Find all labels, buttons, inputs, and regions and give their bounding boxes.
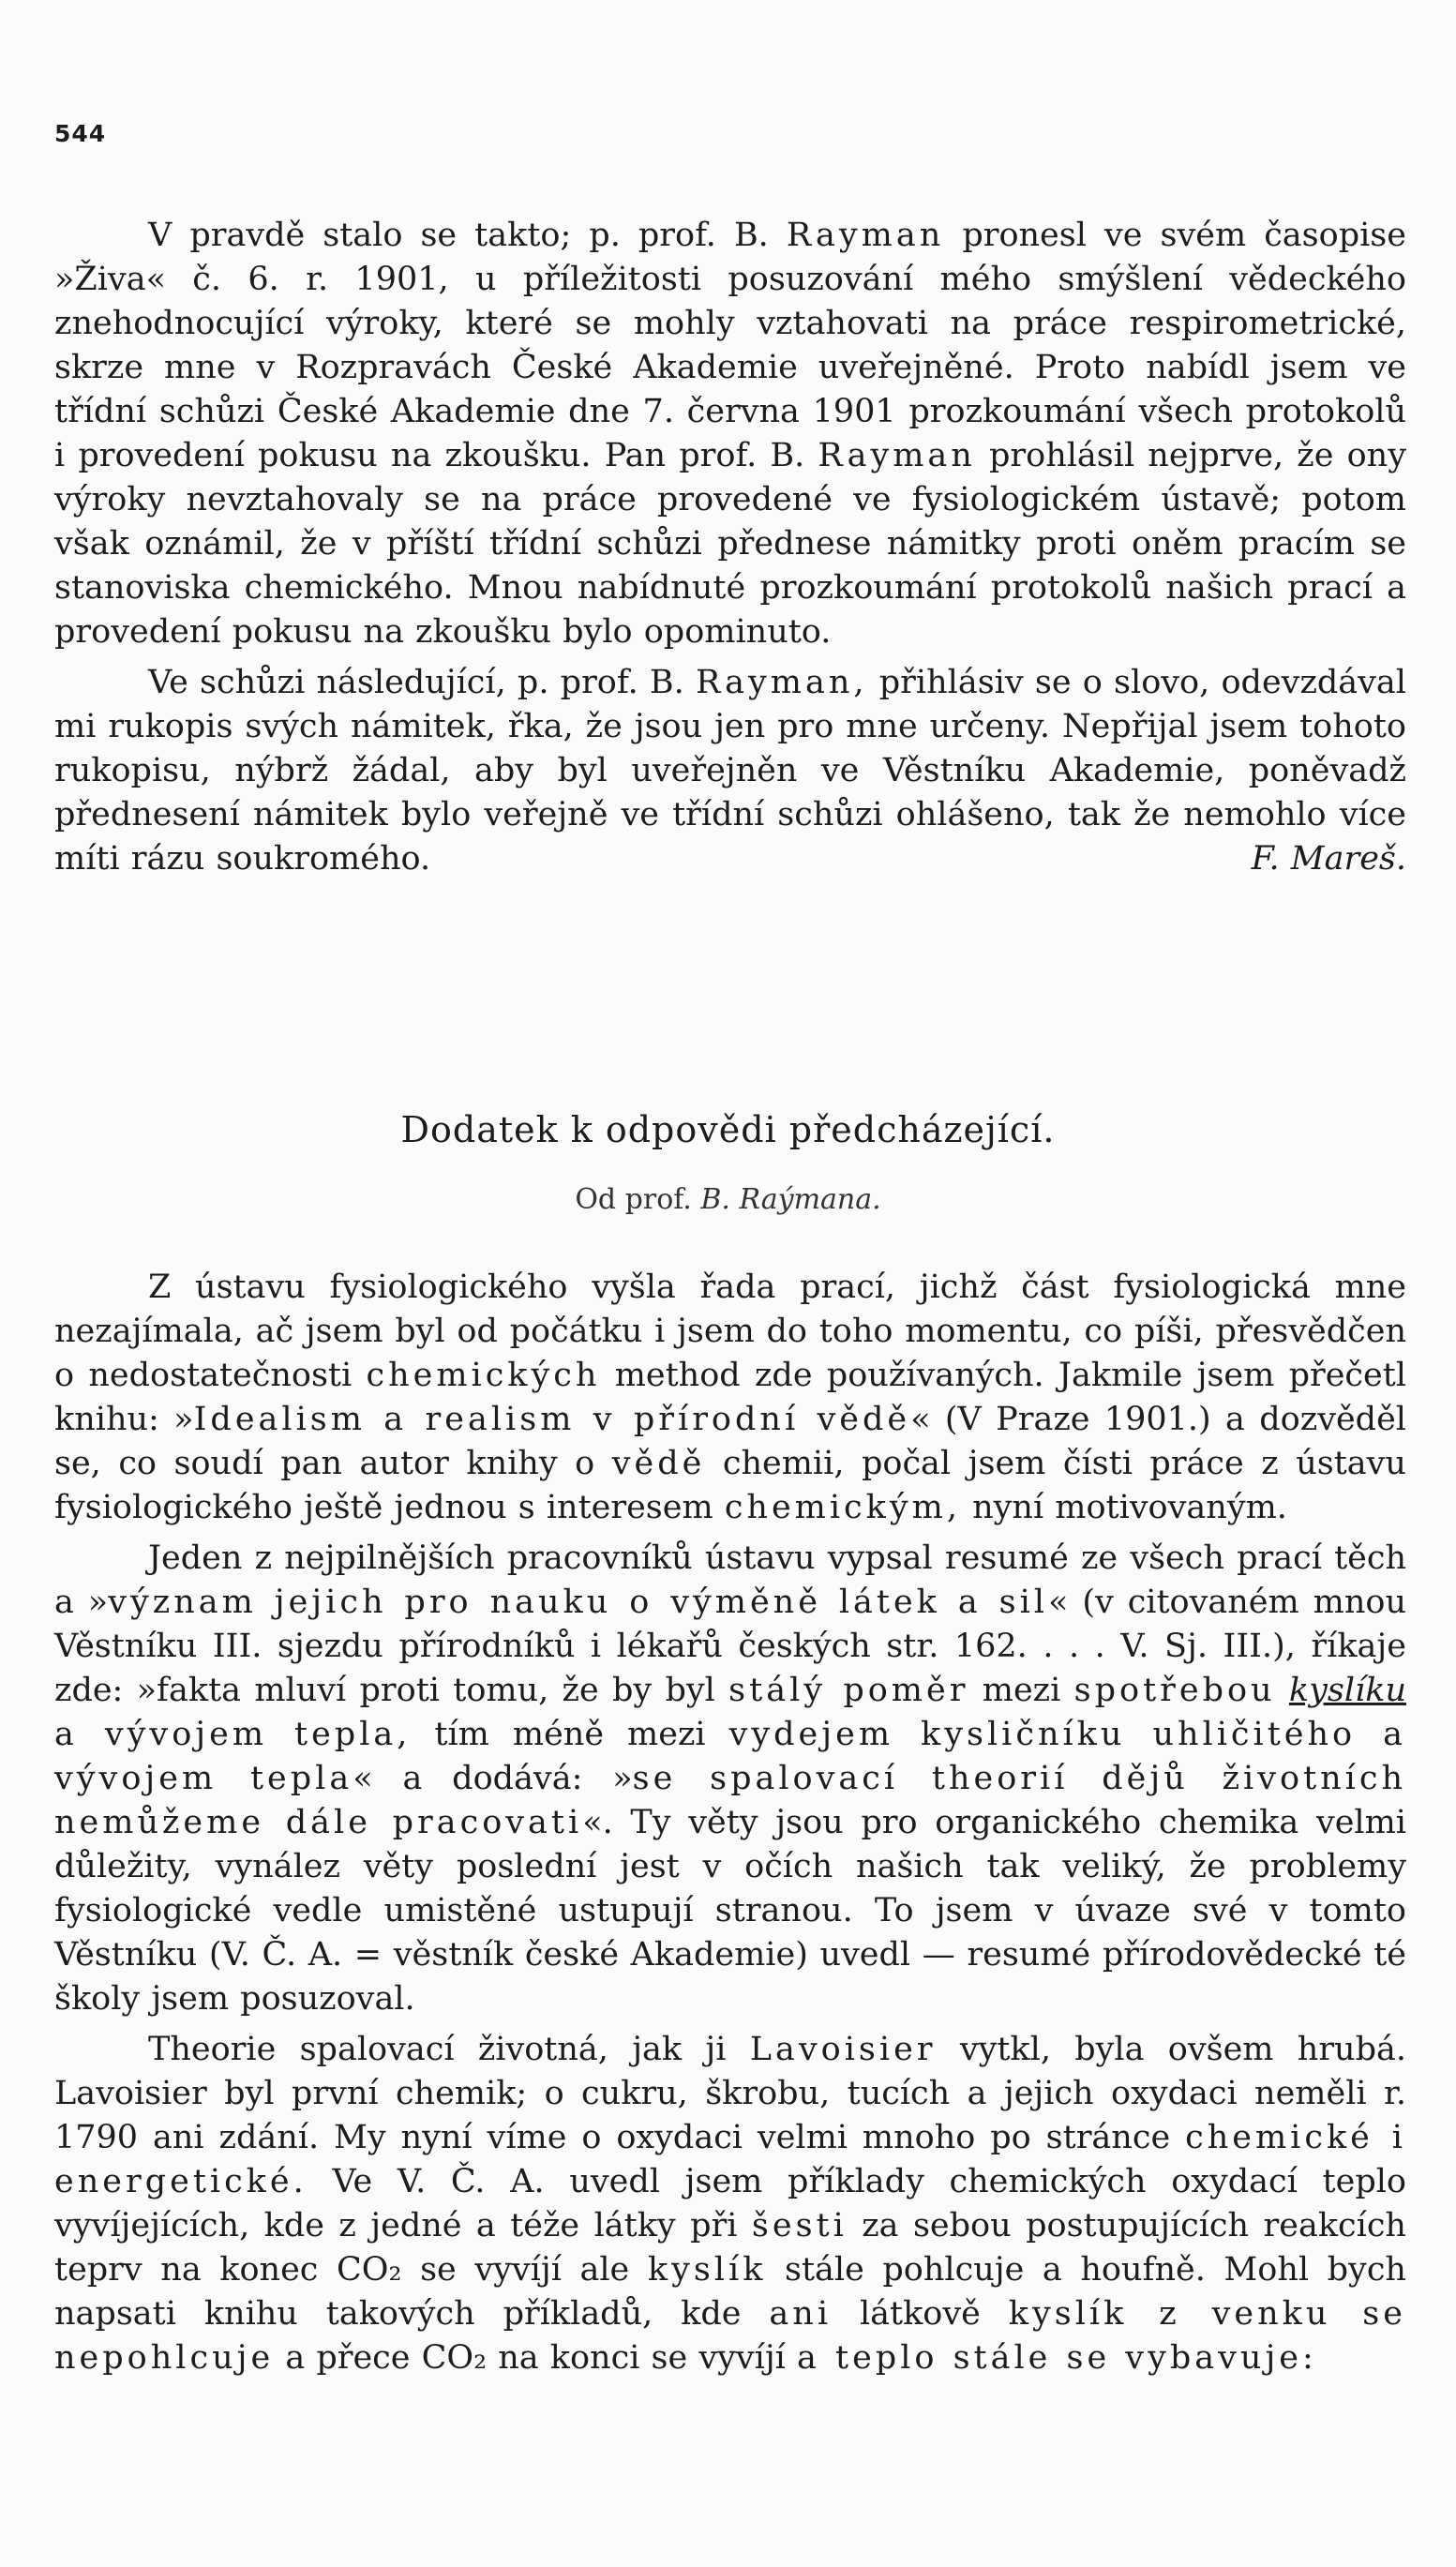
signature: F. Mareš. [1251, 840, 1406, 878]
spaced-text: chemickým, [724, 1489, 961, 1526]
text: « (V Praze 1901.) a dozvěděl se, co soudí pan autor knihy o [54, 1401, 1406, 1482]
text: Theorie spalovací životná, jak ji [148, 2031, 727, 2068]
paragraph [54, 1537, 1406, 2021]
text: mezi [982, 1672, 1061, 1709]
text: prohlásil nejprve, že ony výroky nevztahovaly se na práce provedené ve fysiologickém ústavě; potom však oznámil, že v příští třídní schůzi přednese námitky proti oněm pracím se stanoviska chemického. Mnou nabídnuté prozkoumání protokolů našich prací a provedení pokusu na zkoušku bylo opominuto. [54, 437, 1406, 651]
text: stále pohlcuje a houfně. Mohl bych napsati knihu takových příkladů, kde [54, 2251, 1406, 2333]
paragraph [54, 661, 1406, 881]
text: Jeden z nejpilnějších pracovníků ústavu vypsal resumé ze všech prací těch a » [54, 1539, 1406, 1621]
text: za sebou postupujících reakcích teprv na konec CO₂ se vyvíjí ale [54, 2207, 1406, 2289]
text: vytkl, byla ovšem hrubá. Lavoisier byl první chemik; o cukru, škrobu, tucích a jejich oxydaci neměli r. 1790 ani zdání. My nyní víme o oxydaci velmi mnoho po stránce [54, 2031, 1406, 2156]
italic-text: kyslíku [1288, 1672, 1406, 1709]
spaced-name: Rayman [818, 437, 976, 474]
spaced-text: Idealism a realism v přírodní vědě [193, 1401, 911, 1438]
text: « a dodává: » [353, 1760, 633, 1797]
spaced-name: Rayman [786, 217, 945, 254]
text: « (v citovaném mnou Věstníku III. sjezdu přírodníků i lékařů českých str. 162. . . . V. Sj. III.), říkaje zde: »fakta mluví proti tomu, že by byl [54, 1584, 1406, 1709]
text: Ve V. Č. A. uvedl jsem příklady chemických oxydací teplo vyvíjejících, kde z jedné a téže látky při [54, 2163, 1406, 2244]
spaced-text: stálý poměr [728, 1672, 969, 1709]
page-number: 544 [54, 120, 107, 147]
text: Ve schůzi následující, p. prof. B. [148, 664, 684, 701]
byline [0, 1183, 1456, 1216]
spaced-text: Lavoisier [749, 2031, 937, 2068]
text: látkově [859, 2295, 981, 2333]
reply-section [54, 214, 1406, 881]
paragraph [54, 2028, 1406, 2380]
spaced-text: a teplo stále se vybavuje: [797, 2339, 1317, 2377]
text: nyní motivovaným. [972, 1489, 1287, 1526]
paragraph [54, 1266, 1406, 1530]
spaced-text: vydejem kysličníku uhličitého a vývojem tepla [54, 1716, 1406, 1797]
spaced-text: a vývojem tepla, [54, 1716, 412, 1753]
spaced-text: ani [769, 2295, 833, 2333]
spaced-text: kyslík [647, 2251, 767, 2289]
paragraph [54, 214, 1406, 654]
spaced-name: Rayman, [696, 664, 868, 701]
text: přihlásiv se o slovo, odevzdával mi rukopis svých námitek, řka, že jsou jen pro mne určeny. Nepřijal jsem tohoto rukopisu, nýbrž žádal, aby byl uveřejněn ve Věstníku Akademie, poněvadž přednesení námitek bylo veřejně ve třídní schůzi ohlášeno, tak že nemohlo více míti rázu soukromého. [54, 664, 1406, 878]
text: Z ústavu fysiologického vyšla řada prací, jichž část fysiologická mne nezajímala, ač jsem byl od počátku i jsem do toho momentu, co píši, přesvědčen o nedostatečnosti [54, 1268, 1406, 1394]
spaced-text: chemických [366, 1357, 601, 1394]
byline-prefix: Od prof. [575, 1183, 692, 1216]
text: V pravdě stalo se takto; p. prof. B. [148, 217, 769, 254]
text: a přece CO₂ na konci se vyvíjí [285, 2339, 786, 2377]
spaced-text: kyslík z venku se nepohlcuje [54, 2295, 1406, 2377]
article-heading: Dodatek k odpovědi předcházející. [400, 1109, 1056, 1150]
spaced-text: chemické i energetické. [54, 2119, 1406, 2200]
text: chemii, počal jsem čísti práce z ústavu fysiologického ještě jednou s interesem [54, 1445, 1406, 1526]
spaced-text: vědě [611, 1445, 706, 1482]
text: pronesl ve svém časopise »Živa« č. 6. r. 1901, u příležitosti posuzování mého smýšlení vědeckého znehodnocující výroky, které se mohly vztahovati na práce respirometrické, skrze mne v Rozpravách České Akademie uveřejněné. Proto nabídl jsem ve třídní schůzi České Akademie dne 7. června 1901 prozkoumání všech protokolů i provedení pokusu na zkoušku. Pan prof. B. [54, 217, 1406, 474]
spaced-text: význam jejich pro nauku o výměně látek a sil [108, 1584, 1048, 1621]
spaced-text: šesti [751, 2207, 848, 2244]
text: «. Ty věty jsou pro organického chemika velmi důležity, vynález věty poslední jest v očích našich tak veliký, že problemy fysiologické vedle umistěné ustupují stranou. To jsem v úvaze své v tomto Věstníku (V. Č. A. = věstník české Akademie) uvedl — resumé přírodovědecké té školy jsem posuzoval. [54, 1804, 1406, 2018]
spaced-text: spotřebou [1073, 1672, 1276, 1709]
text: method zde používaných. Jakmile jsem přečetl knihu: » [54, 1357, 1406, 1438]
text: tím méně mezi [434, 1716, 706, 1753]
addendum-section [54, 1266, 1406, 2380]
byline-author: B. Raýmana. [700, 1183, 881, 1216]
spaced-text: se spalovací theorií dějů životních nemůžeme dále pracovati [54, 1760, 1407, 1841]
